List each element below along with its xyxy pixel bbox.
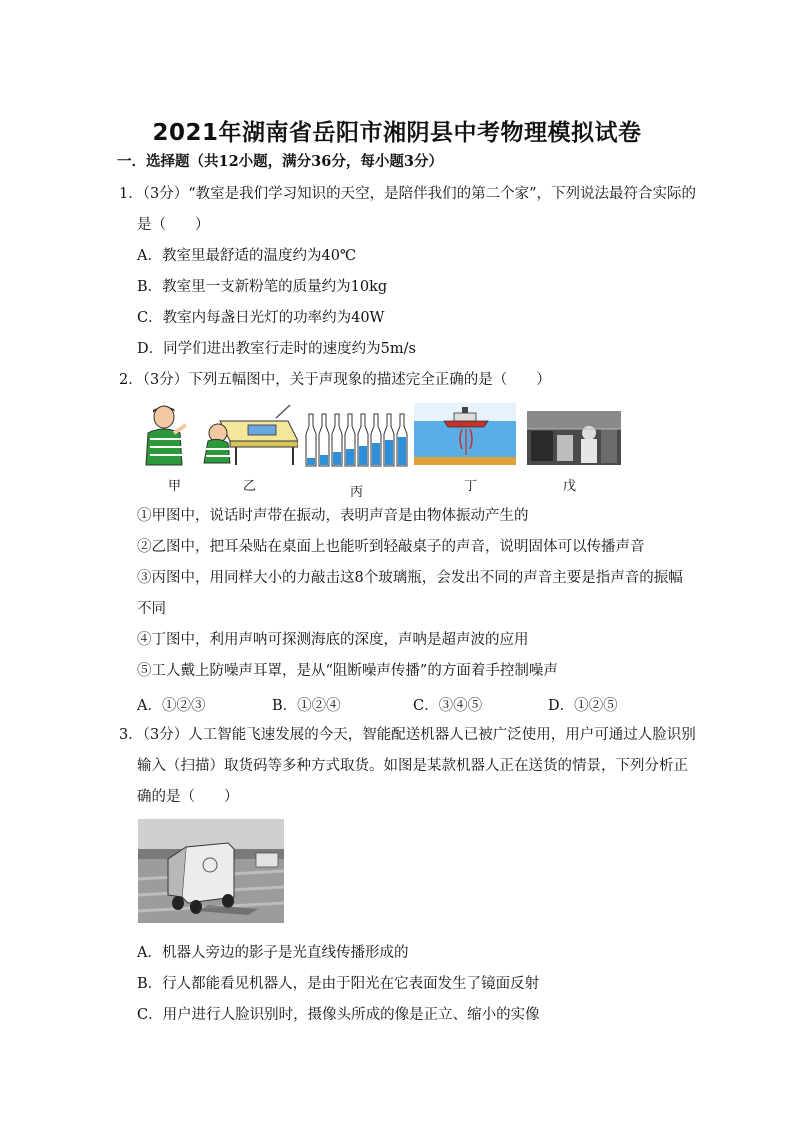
q2-caption-ding: 丁 [464,479,478,494]
q2-caption-wu: 戊 [563,479,577,494]
q2-figure-ding-sonar [414,403,516,465]
q2-statement-1: ①甲图中，说话时声带在振动，表明声音是由物体振动产生的 [137,508,529,524]
q2-statement-2: ②乙图中，把耳朵贴在桌面上也能听到轻敲桌子的声音，说明固体可以传播声音 [137,539,645,555]
q2-option-a: A．①②③ [137,698,206,714]
q2-statement-3-line1: ③丙图中，用同样大小的力敲击这8个玻璃瓶，会发出不同的声音主要是指声音的振幅 [137,570,683,586]
q3-option-b: B．行人都能看见机器人，是由于阳光在它表面发生了镜面反射 [137,976,540,992]
q2-option-b: B．①②④ [272,698,341,714]
q2-statement-3-line2: 不同 [137,601,166,617]
q1-stem-line1: 1．（3分）“教室是我们学习知识的天空，是陪伴我们的第二个家”，下列说法最符合实际的 [119,186,697,202]
exam-title: 2021年湖南省岳阳市湘阴县中考物理模拟试卷 [152,120,642,146]
q3-stem-line2: 输入（扫描）取货码等多种方式取货。如图是某款机器人正在送货的情景，下列分析正 [137,758,688,774]
q1-option-d: D．同学们进出教室行走时的速度约为5m/s [137,341,416,357]
q2-figure-wu-factory [527,411,621,465]
q3-figure-delivery-robot [138,819,284,923]
section-heading: 一．选择题（共12小题，满分36分，每小题3分） [117,153,443,170]
q3-stem-line1: 3．（3分）人工智能飞速发展的今天，智能配送机器人已被广泛使用，用户可通过人脸识别 [119,727,696,743]
q2-figure-bing-bottles [304,412,408,468]
q1-option-b: B．教室里一支新粉笔的质量约为10kg [137,279,388,295]
q1-stem-line2: 是（ ） [137,217,210,233]
q2-statement-5: ⑤工人戴上防噪声耳罩，是从“阻断噪声传播”的方面着手控制噪声 [137,663,558,679]
q3-option-c: C．用户进行人脸识别时，摄像头所成的像是正立、缩小的实像 [137,1007,540,1023]
q2-option-d: D．①②⑤ [548,698,618,714]
q2-caption-yi: 乙 [243,479,257,494]
q1-option-a: A．教室里最舒适的温度约为40℃ [137,248,357,264]
q2-option-c: C．③④⑤ [413,698,483,714]
q2-statement-4: ④丁图中，利用声呐可探测海底的深度，声呐是超声波的应用 [137,632,529,648]
q2-caption-bing: 丙 [350,485,364,500]
q2-caption-jia: 甲 [168,479,182,494]
q2-figure-jia-yi [138,403,298,467]
q3-stem-line3: 确的是（ ） [137,789,239,805]
q2-stem: 2．（3分）下列五幅图中，关于声现象的描述完全正确的是（ ） [119,372,551,388]
q3-option-a: A．机器人旁边的影子是光直线传播形成的 [137,945,409,961]
q1-option-c: C．教室内每盏日光灯的功率约为40W [137,310,385,326]
